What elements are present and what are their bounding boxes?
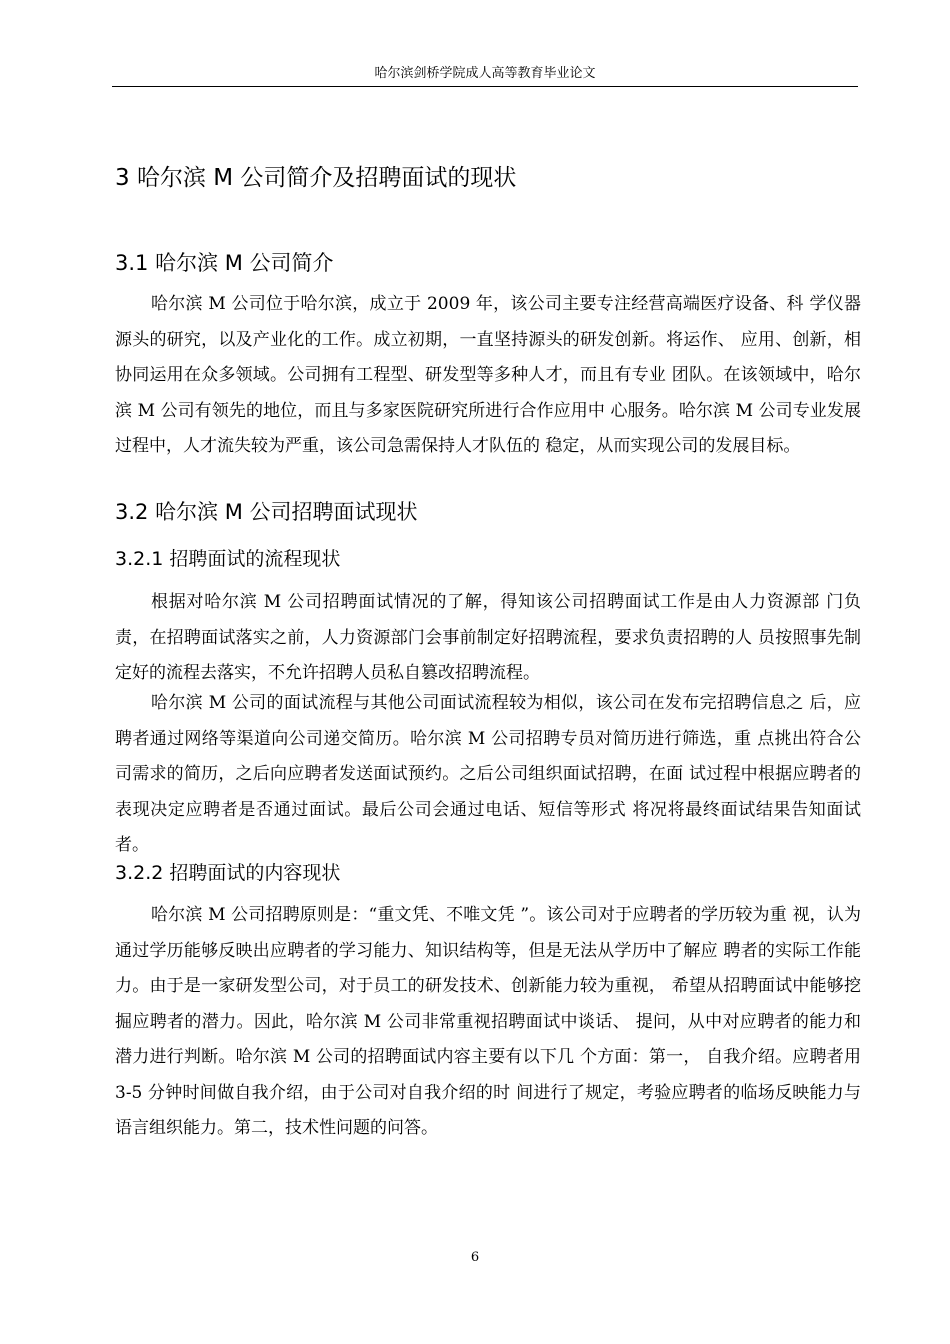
chapter-title: 3 哈尔滨 M 公司简介及招聘面试的现状 [115,165,517,191]
section-3-2-2-title: 3.2.2 招聘面试的内容现状 [115,862,341,884]
section-3-2-2-paragraph: 哈尔滨 M 公司招聘原则是：“重文凭、不唯文凭 ”。该公司对于应聘者的学历较为重 视，认为通过学历能够反映出应聘者的学习能力、知识结构等，但是无法从学历中了解应 聘者的实际工作能力。由于是一家研发型公司，对于员工的研发技术、创新能力较为重视， 希望从招聘面试中能够挖掘应聘者的潜力。因此，哈尔滨 M 公司非常重视招聘面试中谈话、 提问，从中对应聘者的能力和潜力进行判断。哈尔滨 M 公司的招聘面试内容主要有以下几 个方面：第一， 自我介绍。应聘者用 3-5 分钟时间做自我介绍，由于公司对自我介绍的时 间进行了规定，考验应聘者的临场反映能力与语言组织能力。第二，技术性问题的问答。 [115,905,861,1138]
running-header: 哈尔滨剑桥学院成人高等教育毕业论文 [112,62,858,87]
section-3-1-title: 3.1 哈尔滨 M 公司简介 [115,251,334,275]
section-3-1-paragraph: 哈尔滨 M 公司位于哈尔滨，成立于 2009 年，该公司主要专注经营高端医疗设备、科 学仪器源头的研究，以及产业化的工作。成立初期，一直坚持源头的研发创新。将运作、 应用、创新，相协同运用在众多领域。公司拥有工程型、研发型等多种人才，而且有专业 团队。在该领域中，哈尔滨 M 公司有领先的地位，而且与多家医院研究所进行合作应用中 心服务。哈尔滨 M 公司专业发展过程中，人才流失较为严重，该公司急需保持人才队伍的 稳定，从而实现公司的发展目标。 [115,294,861,456]
section-3-2-1-title: 3.2.1 招聘面试的流程现状 [115,548,341,570]
page-number: 6 [470,1250,480,1265]
section-3-2-1-paragraph-2: 哈尔滨 M 公司的面试流程与其他公司面试流程较为相似，该公司在发布完招聘信息之 后，应聘者通过网络等渠道向公司递交简历。哈尔滨 M 公司招聘专员对简历进行筛选，重 点挑出符合公司需求的简历，之后向应聘者发送面试预约。之后公司组织面试招聘，在面 试过程中根据应聘者的表现决定应聘者是否通过面试。最后公司会通过电话、短信等形式 将况将最终面试结果告知面试者。 [115,693,861,855]
section-3-2-1-paragraph-1: 根据对哈尔滨 M 公司招聘面试情况的了解，得知该公司招聘面试工作是由人力资源部 门负责，在招聘面试落实之前，人力资源部门会事前制定好招聘流程，要求负责招聘的人 员按照事先制定好的流程去落实，不允许招聘人员私自篡改招聘流程。 [115,592,861,683]
section-3-2-title: 3.2 哈尔滨 M 公司招聘面试现状 [115,500,418,524]
